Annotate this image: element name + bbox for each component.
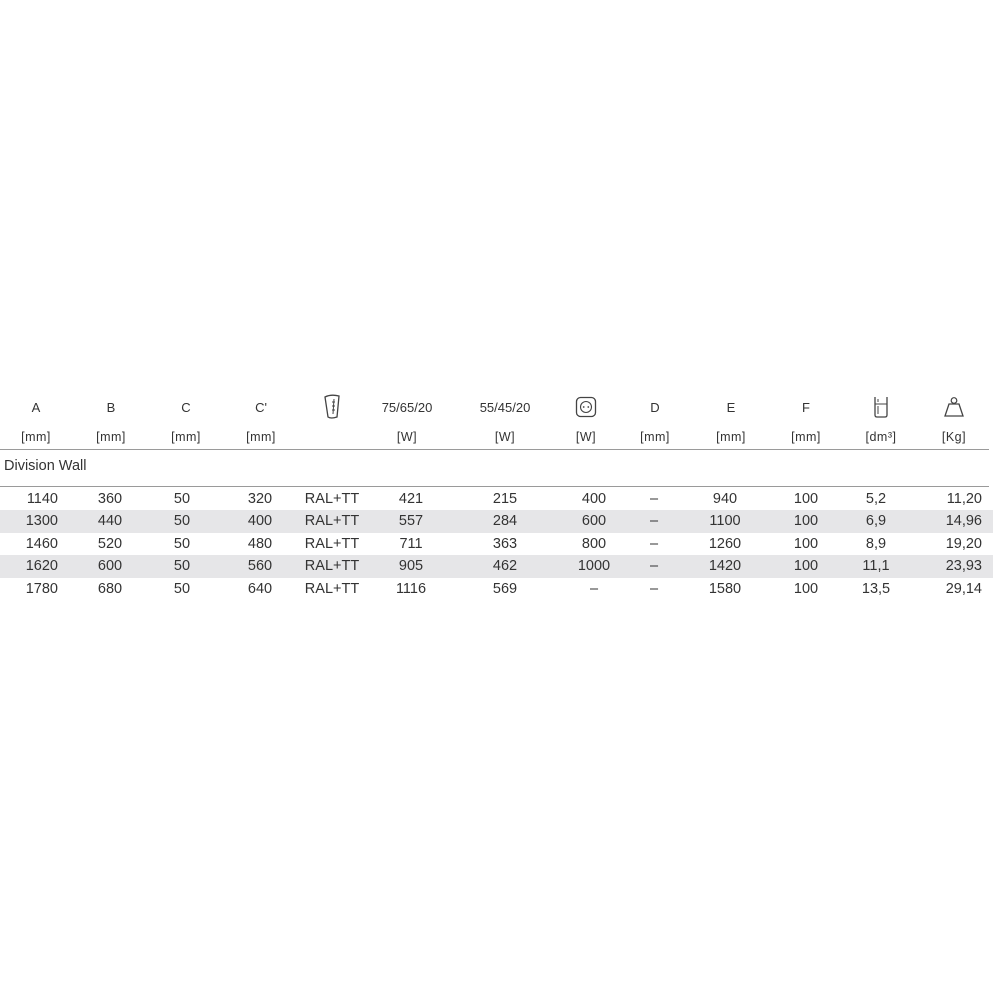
cell-heat2: 363 xyxy=(492,535,518,552)
cell-weight: 14,96 xyxy=(945,513,982,530)
cell-b: 680 xyxy=(97,580,123,597)
unit-d: [mm] xyxy=(640,430,670,444)
cell-e: 1420 xyxy=(708,558,742,575)
cell-c2: 400 xyxy=(247,513,273,530)
cell-electric: 1000 xyxy=(577,558,611,575)
unit-e: [mm] xyxy=(716,430,746,444)
cell-heat2: 569 xyxy=(492,580,518,597)
section-title: Division Wall xyxy=(4,458,87,474)
header-d: D xyxy=(650,399,660,415)
electric-socket-icon xyxy=(575,388,597,426)
cell-c: 50 xyxy=(173,491,191,507)
cell-electric: 800 xyxy=(581,535,607,552)
cell-e: 1100 xyxy=(709,513,741,530)
cell-finish: RAL+TT xyxy=(304,491,360,507)
unit-heat-75-65-20: [W] xyxy=(396,430,418,444)
cell-b: 440 xyxy=(97,513,123,530)
cell-f: 100 xyxy=(793,513,819,530)
cell-b: 360 xyxy=(97,491,123,507)
cell-a: 1300 xyxy=(25,513,58,530)
table-body xyxy=(0,488,993,600)
cell-c: 50 xyxy=(173,513,191,530)
cell-finish: RAL+TT xyxy=(304,580,360,597)
unit-b: [mm] xyxy=(96,430,126,444)
unit-weight: [Kg] xyxy=(941,430,967,444)
cell-weight: 11,20 xyxy=(946,491,982,507)
unit-volume: [dm³] xyxy=(865,430,897,444)
cell-volume: 13,5 xyxy=(861,580,891,597)
cell-electric: – xyxy=(589,580,599,597)
cell-c: 50 xyxy=(173,535,191,552)
table-row xyxy=(0,555,993,577)
unit-c: [mm] xyxy=(171,430,201,444)
unit-c-prime: [mm] xyxy=(246,430,276,444)
unit-a: [mm] xyxy=(21,430,51,444)
unit-heat-55-45-20: [W] xyxy=(494,430,516,444)
cell-heat1: 1116 xyxy=(395,580,427,597)
spec-table xyxy=(0,388,993,448)
table-row xyxy=(0,510,993,532)
cell-f: 100 xyxy=(793,580,819,597)
header-divider xyxy=(0,449,989,450)
cell-d: – xyxy=(649,535,659,552)
header-e: E xyxy=(726,399,736,415)
cell-heat2: 284 xyxy=(492,513,518,530)
cell-heat1: 905 xyxy=(398,558,424,575)
table-row xyxy=(0,578,993,600)
cell-c: 50 xyxy=(173,580,191,597)
cell-d: – xyxy=(649,491,659,507)
cell-electric: 400 xyxy=(581,491,607,507)
header-f: F xyxy=(802,399,810,415)
header-label-row xyxy=(0,388,993,426)
cell-b: 600 xyxy=(97,558,123,575)
table-row xyxy=(0,533,993,555)
cell-e: 1580 xyxy=(708,580,742,597)
cell-weight: 29,14 xyxy=(945,580,982,597)
unit-f: [mm] xyxy=(791,430,821,444)
unit-electric: [W] xyxy=(575,430,597,444)
header-unit-row xyxy=(0,426,993,448)
cell-f: 100 xyxy=(793,491,819,507)
cell-volume: 5,2 xyxy=(865,491,887,507)
header-a: A xyxy=(31,399,41,415)
cell-heat1: 711 xyxy=(399,535,423,552)
cell-finish: RAL+TT xyxy=(304,558,360,575)
radiator-finish-icon xyxy=(322,388,342,426)
cell-a: 1620 xyxy=(25,558,58,575)
cell-f: 100 xyxy=(793,535,819,552)
cell-e: 1260 xyxy=(708,535,742,552)
header-heat-75-65-20: 75/65/20 xyxy=(381,399,433,415)
cell-weight: 19,20 xyxy=(945,535,982,552)
water-volume-icon xyxy=(872,388,890,426)
cell-a: 1780 xyxy=(25,580,58,597)
header-c: C xyxy=(181,399,191,415)
cell-c2: 640 xyxy=(247,580,273,597)
cell-heat1: 557 xyxy=(398,513,424,530)
header-b: B xyxy=(106,399,116,415)
table-row xyxy=(0,488,993,510)
cell-b: 520 xyxy=(97,535,123,552)
cell-d: – xyxy=(649,558,659,575)
cell-electric: 600 xyxy=(581,513,607,530)
cell-heat2: 215 xyxy=(492,491,518,507)
cell-d: – xyxy=(649,513,659,530)
cell-f: 100 xyxy=(793,558,819,575)
cell-c2: 560 xyxy=(247,558,273,575)
cell-volume: 8,9 xyxy=(865,535,887,552)
cell-volume: 11,1 xyxy=(862,558,890,575)
cell-finish: RAL+TT xyxy=(304,513,360,530)
cell-volume: 6,9 xyxy=(865,513,887,530)
cell-d: – xyxy=(649,580,659,597)
cell-a: 1140 xyxy=(26,491,58,507)
section-divider xyxy=(0,486,989,487)
cell-heat1: 421 xyxy=(398,491,424,507)
cell-weight: 23,93 xyxy=(945,558,982,575)
cell-c2: 480 xyxy=(247,535,273,552)
cell-a: 1460 xyxy=(25,535,58,552)
header-c-prime: C' xyxy=(255,399,267,415)
cell-e: 940 xyxy=(712,491,738,507)
weight-icon xyxy=(943,388,965,426)
cell-heat2: 462 xyxy=(492,558,518,575)
cell-c: 50 xyxy=(173,558,191,575)
header-heat-55-45-20: 55/45/20 xyxy=(479,399,531,415)
cell-finish: RAL+TT xyxy=(304,535,360,552)
cell-c2: 320 xyxy=(247,491,273,507)
